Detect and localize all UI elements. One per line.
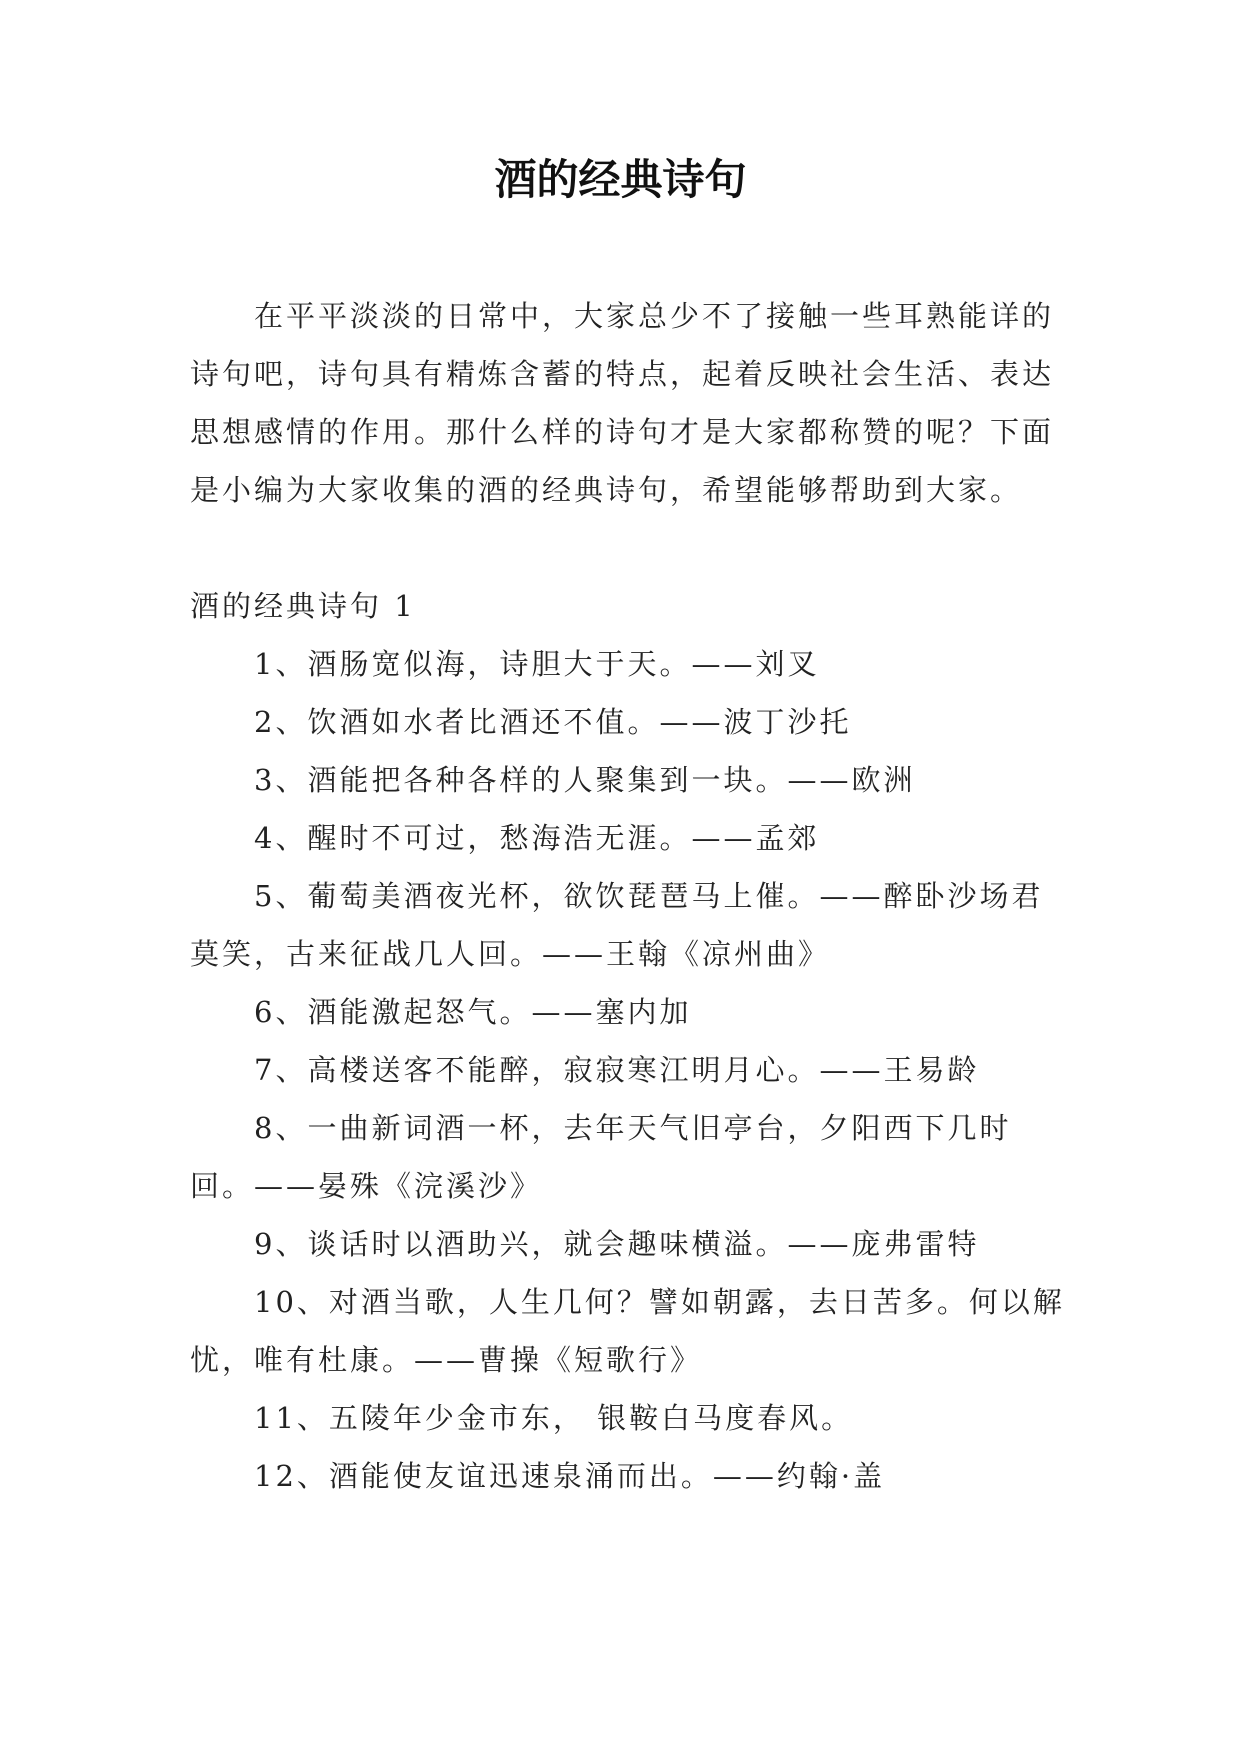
list-item: 5、葡萄美酒夜光杯，欲饮琵琶马上催。——醉卧沙场君莫笑，古来征战几人回。——王翰《凉州曲》 [190,879,1044,971]
list-item: 9、谈话时以酒助兴，就会趣味横溢。——庞弗雷特 [254,1227,980,1261]
document-body [190,287,1070,1505]
list-item: 8、一曲新词酒一杯，去年天气旧亭台，夕阳西下几时回。——晏殊《浣溪沙》 [190,1111,1012,1203]
list-item: 11、五陵年少金市东， 银鞍白马度春风。 [254,1401,854,1435]
list-item: 7、高楼送客不能醉，寂寂寒江明月心。——王易龄 [254,1053,980,1087]
section-heading: 酒的经典诗句 1 [190,589,416,623]
list-item: 3、酒能把各种各样的人聚集到一块。——欧洲 [254,763,916,797]
list-item: 2、饮酒如水者比酒还不值。——波丁沙托 [254,705,852,739]
list-item: 10、对酒当歌，人生几何？譬如朝露，去日苦多。何以解忧，唯有杜康。——曹操《短歌行》 [190,1285,1065,1377]
list-item: 1、酒肠宽似海，诗胆大于天。——刘叉 [254,647,820,681]
intro-paragraph: 在平平淡淡的日常中，大家总少不了接触一些耳熟能详的诗句吧，诗句具有精炼含蓄的特点，起着反映社会生活、表达思想感情的作用。那什么样的诗句才是大家都称赞的呢？下面是小编为大家收集的酒的经典诗句，希望能够帮助到大家。 [190,299,1055,507]
list-item: 4、醒时不可过，愁海浩无涯。——孟郊 [254,821,820,855]
list-item: 12、酒能使友谊迅速泉涌而出。——约翰·盖 [254,1459,886,1493]
page-title: 酒的经典诗句 [494,155,747,204]
list-item: 6、酒能激起怒气。——塞内加 [254,995,692,1029]
